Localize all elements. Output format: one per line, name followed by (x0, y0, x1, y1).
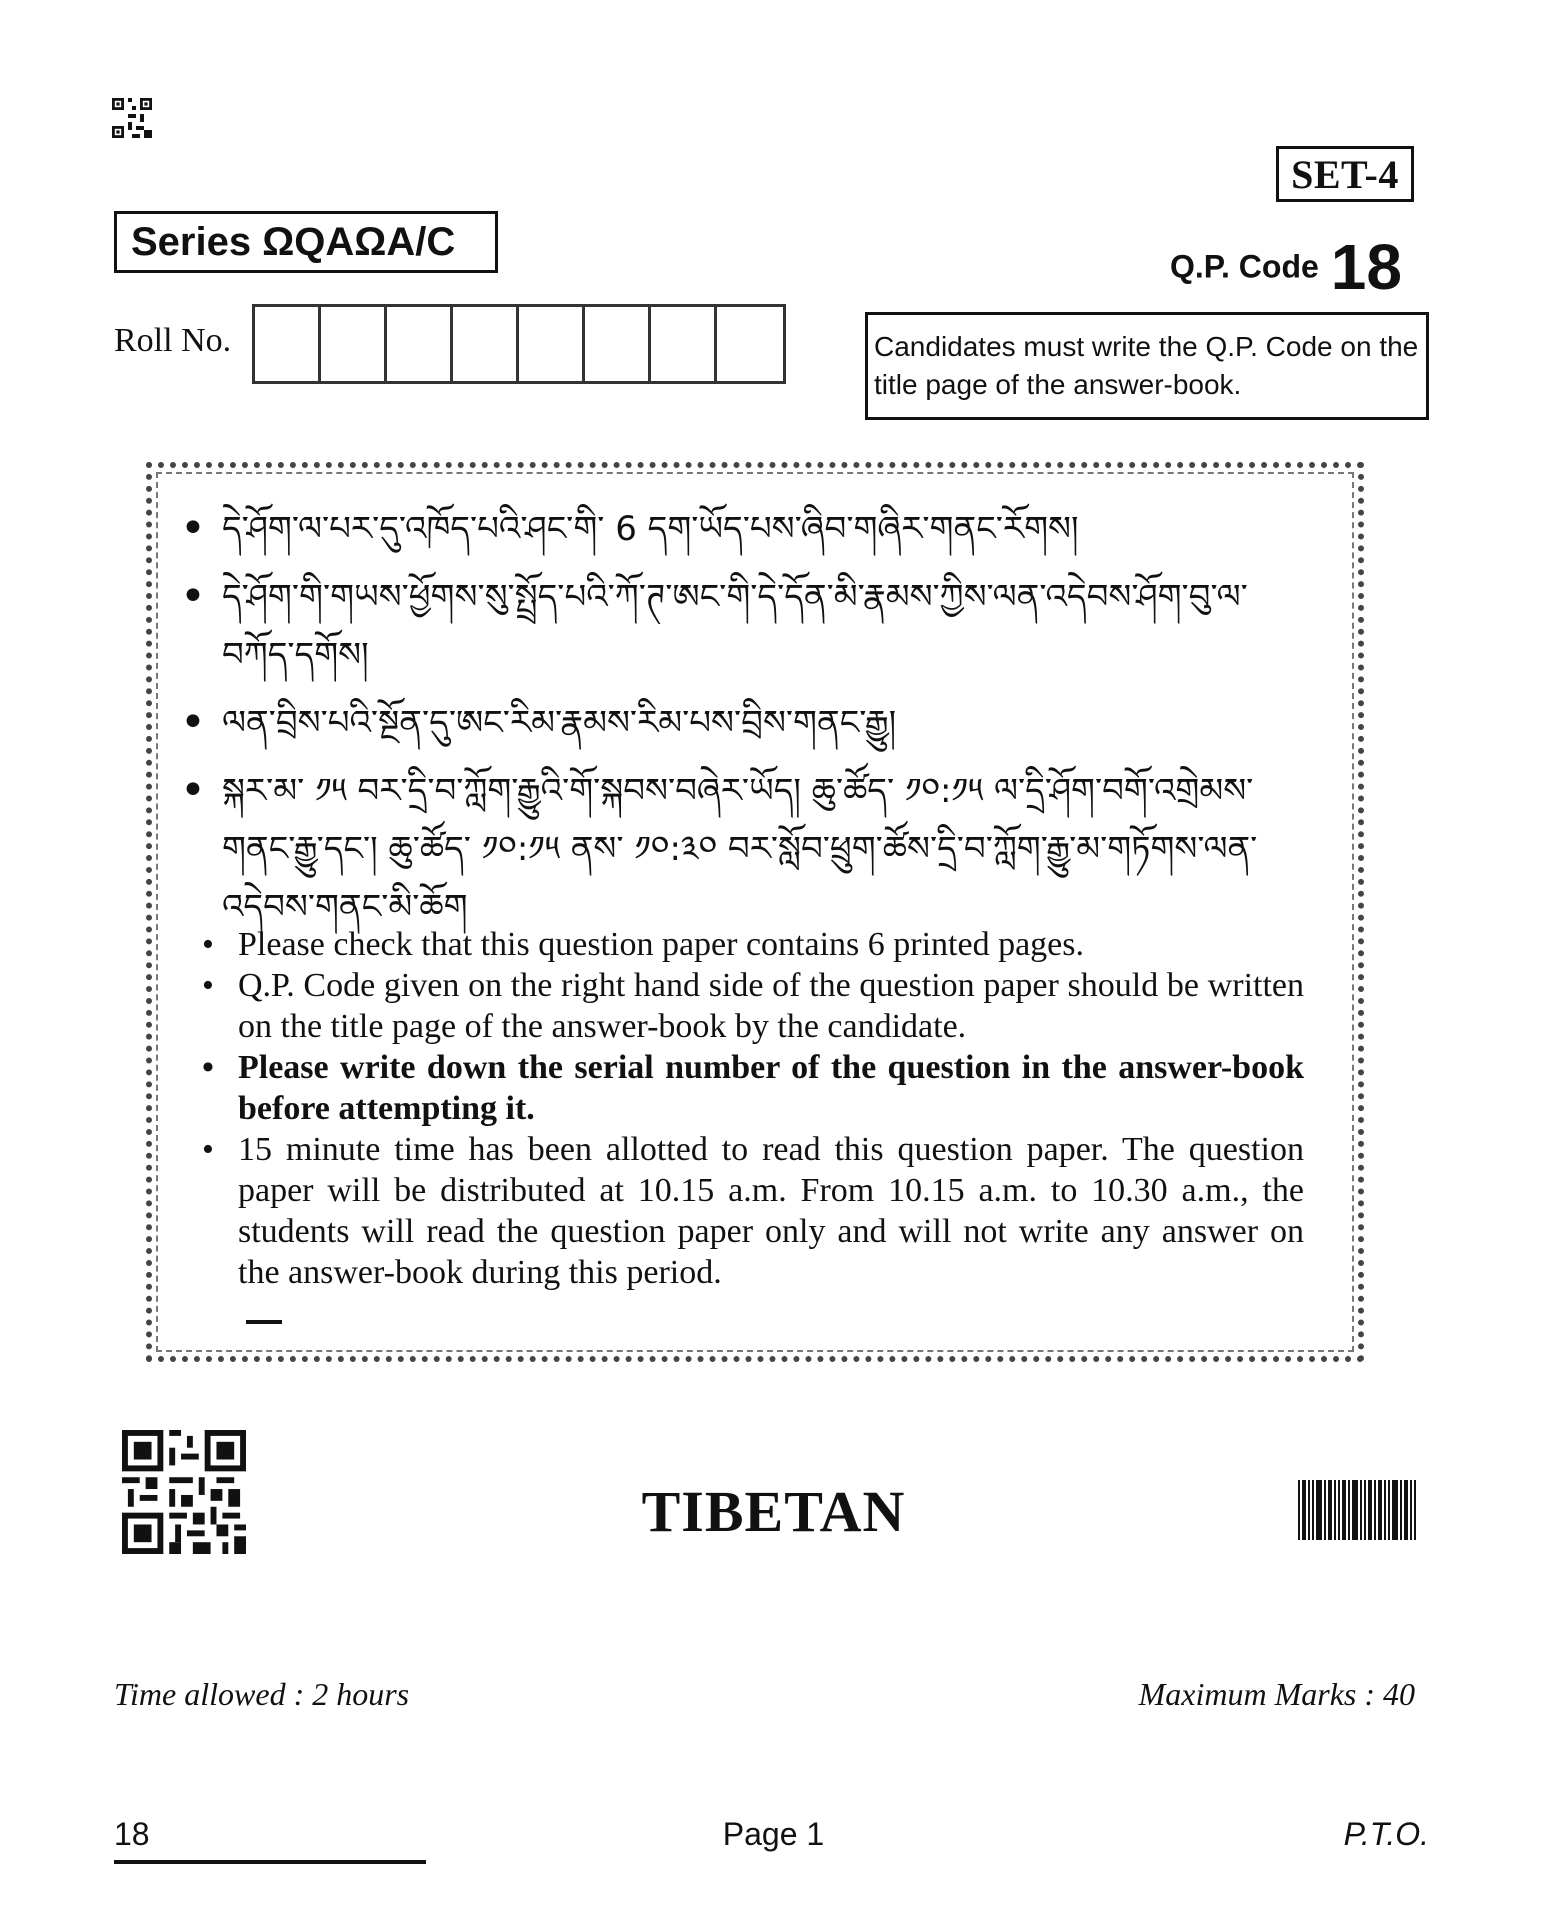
footer-code: 18 (114, 1816, 150, 1852)
pto-label: P.T.O. (1343, 1816, 1429, 1852)
maximum-marks: Maximum Marks : 40 (1138, 1676, 1415, 1712)
roll-number-label: Roll No. (114, 322, 232, 359)
set-label: SET-4 (1276, 146, 1414, 202)
english-instructions (200, 924, 1304, 1293)
series-label: Series ΩQAΩA/C (114, 211, 498, 273)
roll-number-cell[interactable] (585, 307, 651, 381)
page-number: Page 1 (722, 1816, 825, 1852)
tibetan-instruction-item: • དེ་ཤོག་གི་གཡས་ཕྱོགས་སུ་སྤྲོད་པའི་ཀོ་ཊ་ཨང་གི་དེ་དོན་མི་རྣམས་ཀྱིས་ལན་འདེབས་ཤོག་བུ་ལ་བཀོད་དགོས། (176, 568, 1316, 684)
roll-number-cell[interactable] (519, 307, 585, 381)
end-dash (246, 1320, 282, 1324)
roll-number-cell[interactable] (321, 307, 387, 381)
qp-code (1170, 230, 1402, 304)
english-instruction-item: • Please write down the serial number of the question in the answer-book before attempting it. (200, 1047, 1304, 1129)
qp-code-notice: Candidates must write the Q.P. Code on the title page of the answer-book. (865, 312, 1429, 420)
tibetan-instruction-item: • ལན་བྲིས་པའི་སྔོན་དུ་ཨང་རིམ་རྣམས་རིམ་པས་བྲིས་གནང་རྒྱུ། (176, 694, 1316, 752)
roll-number-cell[interactable] (387, 307, 453, 381)
qp-code-value: 18 (1330, 231, 1402, 303)
roll-number-cell[interactable] (255, 307, 321, 381)
english-instruction-item: • 15 minute time has been allotted to read this question paper. The question paper will be distributed at 10.15 a.m. From 10.15 a.m. to 10.30 a.m., the students will read the question paper only and will not write any answer on the answer-book during this period. (200, 1129, 1304, 1293)
footer-rule (114, 1860, 426, 1864)
subject-title: TIBETAN (641, 1479, 906, 1544)
barcode-icon (1298, 1480, 1416, 1540)
roll-number-cell[interactable] (717, 307, 783, 381)
english-instruction-item: • Please check that this question paper contains 6 printed pages. (200, 924, 1304, 965)
time-allowed: Time allowed : 2 hours (114, 1676, 410, 1712)
roll-number-boxes[interactable] (252, 304, 786, 384)
tibetan-instructions (176, 500, 1316, 946)
roll-number-cell[interactable] (651, 307, 717, 381)
tibetan-instruction-item: • སྐར་མ་ ༡༥ བར་དྲི་བ་ཀློག་རྒྱུའི་གོ་སྐབས་བཞེར་ཡོད། ཆུ་ཚོད་ ༡༠:༡༥ ལ་དྲི་ཤོག་བགོ་འགྲེམས་གནང་རྒྱུ་དང་། ཆུ་ཚོད་ ༡༠:༡༥ ནས་ ༡༠:༣༠ བར་སློབ་ཕྲུག་ཚོས་དྲི་བ་ཀློག་རྒྱུ་མ་གཏོགས་ལན་འདེབས་གནང་མི་ཆོག (176, 762, 1316, 936)
tibetan-instruction-item: • དེ་ཤོག་ལ་པར་དུ་འཁོད་པའི་ཤང་གི་ 6 དག་ཡོད་པས་ཞིབ་གཞིར་གནང་རོགས། (176, 500, 1316, 558)
small-qr-code-icon (112, 98, 152, 138)
roll-number-cell[interactable] (453, 307, 519, 381)
english-instruction-item: • Q.P. Code given on the right hand side of the question paper should be written on the title page of the answer-book by the candidate. (200, 965, 1304, 1047)
qp-code-label: Q.P. Code (1170, 248, 1319, 285)
